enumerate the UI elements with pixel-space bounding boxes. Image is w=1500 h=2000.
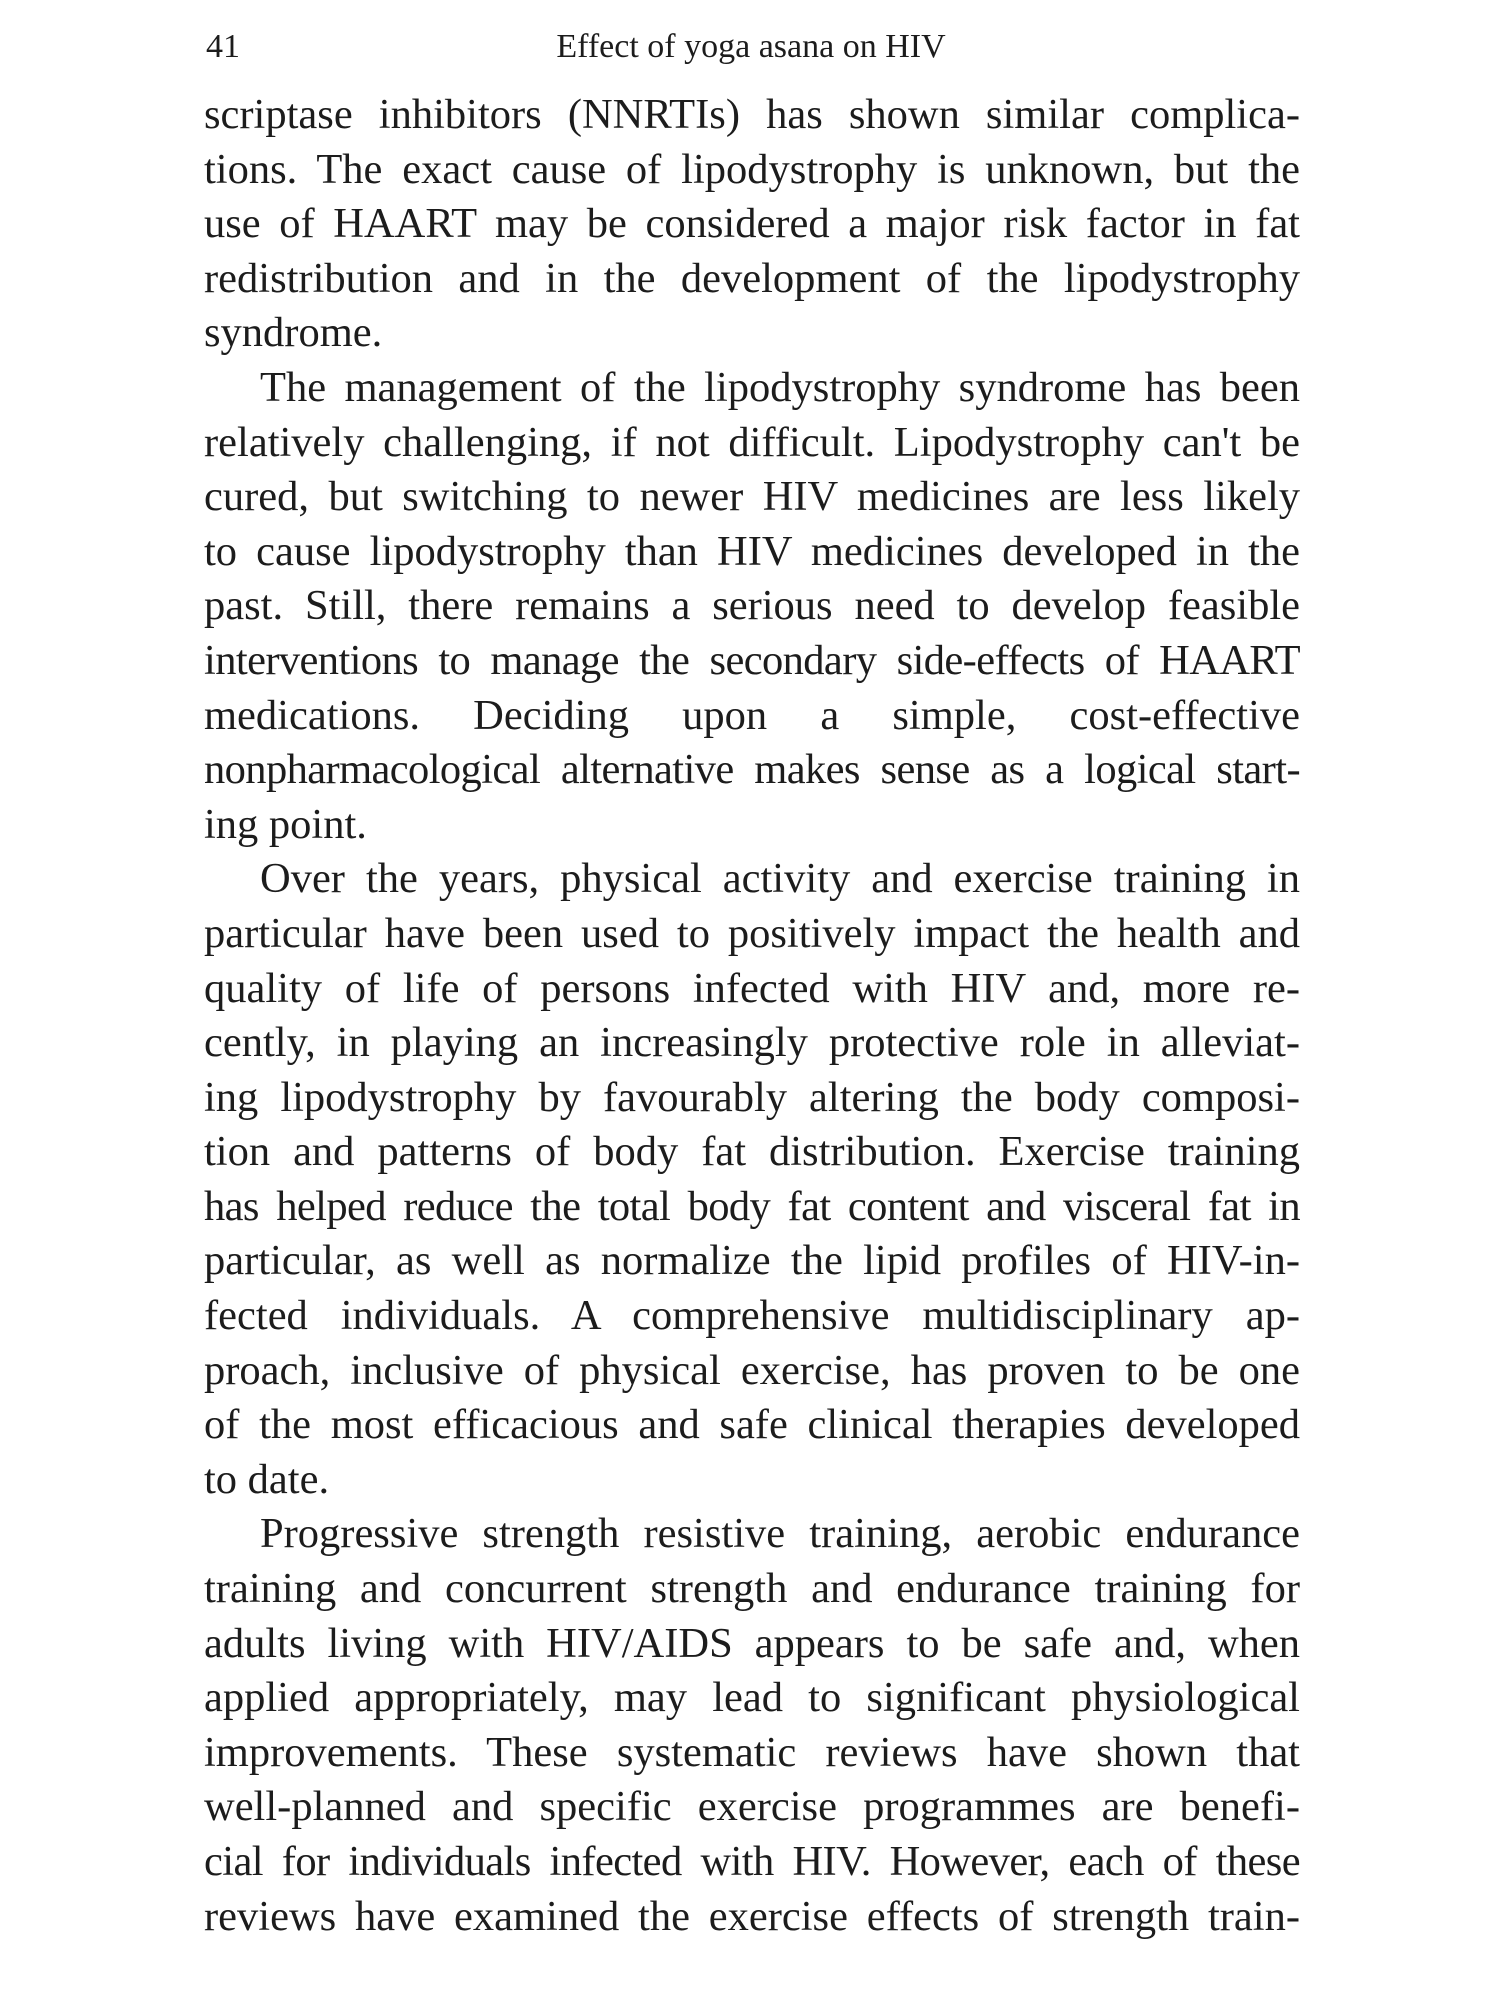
text-line: proach, inclusive of physical exercise, has proven to be one bbox=[204, 1346, 1300, 1394]
text-line: of the most efficacious and safe clinical therapies developed bbox=[204, 1401, 1300, 1449]
text-line: ing point. bbox=[204, 800, 367, 848]
text-line: cently, in playing an increasingly protective role in alleviat- bbox=[204, 1019, 1300, 1067]
text-line: Progressive strength resistive training, aerobic endurance bbox=[260, 1510, 1300, 1558]
body-text bbox=[204, 88, 1300, 1944]
text-line: to cause lipodystrophy than HIV medicines developed in the bbox=[204, 527, 1300, 575]
page-number: 41 bbox=[206, 28, 240, 65]
text-line: training and concurrent strength and endurance training for bbox=[204, 1565, 1300, 1613]
text-line: relatively challenging, if not difficult. Lipodystrophy can't be bbox=[204, 418, 1300, 466]
text-line: quality of life of persons infected with HIV and, more re- bbox=[204, 964, 1300, 1012]
text-line: ing lipodystrophy by favourably altering the body composi- bbox=[204, 1073, 1300, 1121]
text-line: to date. bbox=[204, 1455, 330, 1503]
text-line: tions. The exact cause of lipodystrophy is unknown, but the bbox=[204, 145, 1300, 193]
text-line: particular, as well as normalize the lipid profiles of HIV-in- bbox=[204, 1237, 1300, 1285]
text-line: cial for individuals infected with HIV. However, each of these bbox=[204, 1838, 1300, 1885]
text-line: adults living with HIV/AIDS appears to be safe and, when bbox=[204, 1619, 1300, 1667]
text-line: tion and patterns of body fat distribution. Exercise training bbox=[204, 1128, 1300, 1176]
running-title: Effect of yoga asana on HIV bbox=[556, 28, 946, 65]
paragraph-3 bbox=[204, 852, 1300, 1507]
text-line: use of HAART may be considered a major risk factor in fat bbox=[204, 200, 1300, 248]
text-line: scriptase inhibitors (NNRTIs) has shown similar complica- bbox=[204, 91, 1300, 138]
paragraph-4 bbox=[204, 1507, 1300, 1944]
text-line: syndrome. bbox=[204, 309, 383, 357]
text-line: particular have been used to positively impact the health and bbox=[204, 909, 1300, 957]
text-line: applied appropriately, may lead to significant physiological bbox=[204, 1674, 1300, 1722]
text-line: fected individuals. A comprehensive multidisciplinary ap- bbox=[204, 1292, 1300, 1340]
paragraph-1 bbox=[204, 88, 1300, 361]
text-line: The management of the lipodystrophy syndrome has been bbox=[260, 363, 1300, 411]
running-head bbox=[206, 22, 1296, 72]
text-line: reviews have examined the exercise effects of strength train- bbox=[204, 1892, 1300, 1940]
text-line: medications. Deciding upon a simple, cost-effective bbox=[204, 691, 1300, 739]
text-line: has helped reduce the total body fat content and visceral fat in bbox=[204, 1182, 1300, 1230]
text-line: redistribution and in the development of the lipodystrophy bbox=[204, 254, 1300, 302]
text-line: past. Still, there remains a serious need to develop feasible bbox=[204, 582, 1300, 630]
text-line: cured, but switching to newer HIV medicines are less likely bbox=[204, 473, 1300, 521]
text-line: nonpharmacological alternative makes sense as a logical start- bbox=[204, 746, 1300, 794]
text-line: interventions to manage the secondary side-effects of HAART bbox=[204, 636, 1300, 684]
paragraph-2 bbox=[204, 361, 1300, 852]
text-line: well-planned and specific exercise programmes are benefi- bbox=[204, 1783, 1300, 1831]
text-line: improvements. These systematic reviews have shown that bbox=[204, 1728, 1300, 1776]
text-line: Over the years, physical activity and exercise training in bbox=[260, 855, 1300, 903]
